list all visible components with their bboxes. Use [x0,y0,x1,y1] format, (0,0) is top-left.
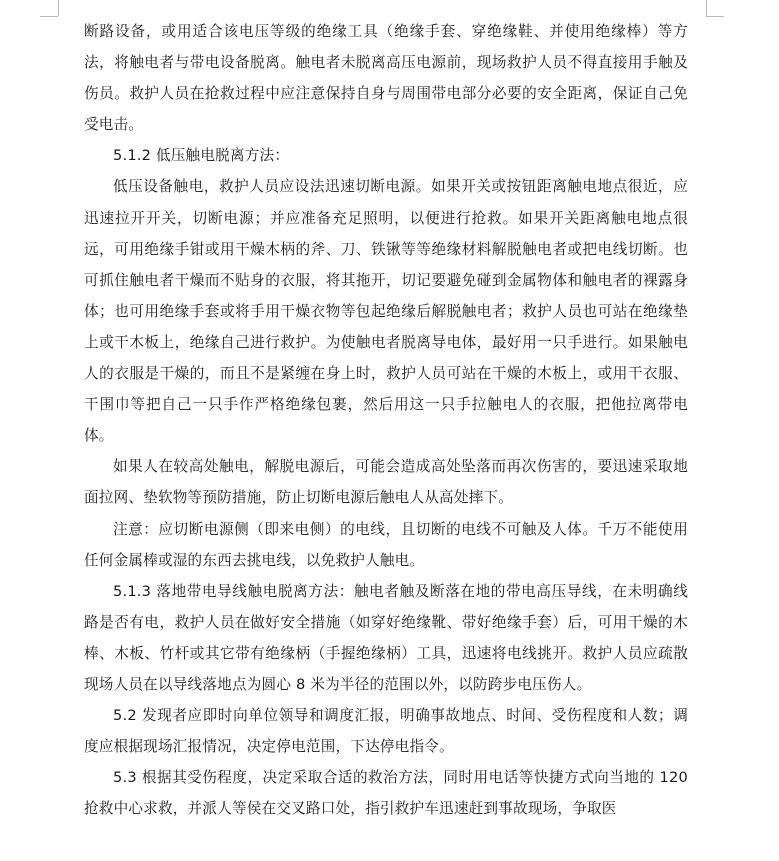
paragraph-5-1-3-fallen-wire: 5.1.3 落地带电导线触电脱离方法：触电者触及断落在地的带电高压导线，在未明确线路是否有电，救护人员在做好安全措施（如穿好绝缘靴、带好绝缘手套）后，可用干燥的木棒、木板、竹杆或其它带有绝缘柄（手握绝缘柄）工具，迅速将电线挑开。救护人员应疏散现场人员在以导线落地点为圆心 8 米为半径的范围以外，以防跨步电压伤人。 [84,582,688,693]
paragraph-high-place-electrocution: 如果人在较高处触电，解脱电源后，可能会造成高处坠落而再次伤害的，要迅速采取地面拉网、垫软物等预防措施，防止切断电源后触电人从高处摔下。 [84,458,688,507]
crop-mark-top-right-vertical [706,0,707,16]
paragraph-caution-note: 注意：应切断电源侧（即来电侧）的电线，且切断的电线不可触及人体。千万不能使用任何金属棒或湿的东西去挑电线，以免救护人触电。 [84,520,688,569]
paragraph-low-voltage-method: 低压设备触电，救护人员应设法迅速切断电源。如果开关或按钮距离触电地点很近，应迅速拉开开关，切断电源；并应准备充足照明，以便进行抢救。如果开关距离触电地点很远，可用绝缘手钳或用干燥木柄的斧、刀、铁锹等等绝缘材料解脱触电者或把电线切断。也可抓住触电者干燥而不贴身的衣服，将其拖开，切记要避免碰到金属物体和触电者的裸露身体；也可用绝缘手套或将手用干燥衣物等包起绝缘后解脱触电者；救护人员也可站在绝缘垫上或干木板上，绝缘自己进行救护。为使触电者脱离导电体，最好用一只手进行。如果触电人的衣服是干燥的，而且不是紧缠在身上时，救护人员可站在干燥的木板上，或用干衣服、干围巾等把自己一只手作严格绝缘包裹，然后用这一只手拉触电人的衣服，把他拉离带电体。 [84,178,688,445]
paragraph-5-2-report: 5.2 发现者应即时向单位领导和调度汇报，明确事故地点、时间、受伤程度和人数；调度应根据现场汇报情况，决定停电范围，下达停电指令。 [84,707,688,756]
crop-mark-top-left-horizontal [40,16,58,17]
crop-mark-top-right-horizontal [706,16,724,17]
paragraph-high-voltage-continuation: 断路设备，或用适合该电压等级的绝缘工具（绝缘手套、穿绝缘鞋、并使用绝缘棒）等方法，将触电者与带电设备脱离。触电者未脱离高压电源前，现场救护人员不得直接用手触及伤员。救护人员在抢救过程中应注意保持自身与周围带电部分必要的安全距离，保证自己免受电击。 [84,23,688,134]
heading-5-1-2-low-voltage: 5.1.2 低压触电脱离方法： [113,147,290,165]
paragraph-5-3-treatment: 5.3 根据其受伤程度，决定采取合适的救治方法，同时用电话等快捷方式向当地的 120 抢救中心求救，并派人等侯在交叉路口处，指引救护车迅速赶到事故现场，争取医 [84,769,688,818]
crop-mark-top-left-vertical [58,0,59,16]
document-body [84,16,688,824]
